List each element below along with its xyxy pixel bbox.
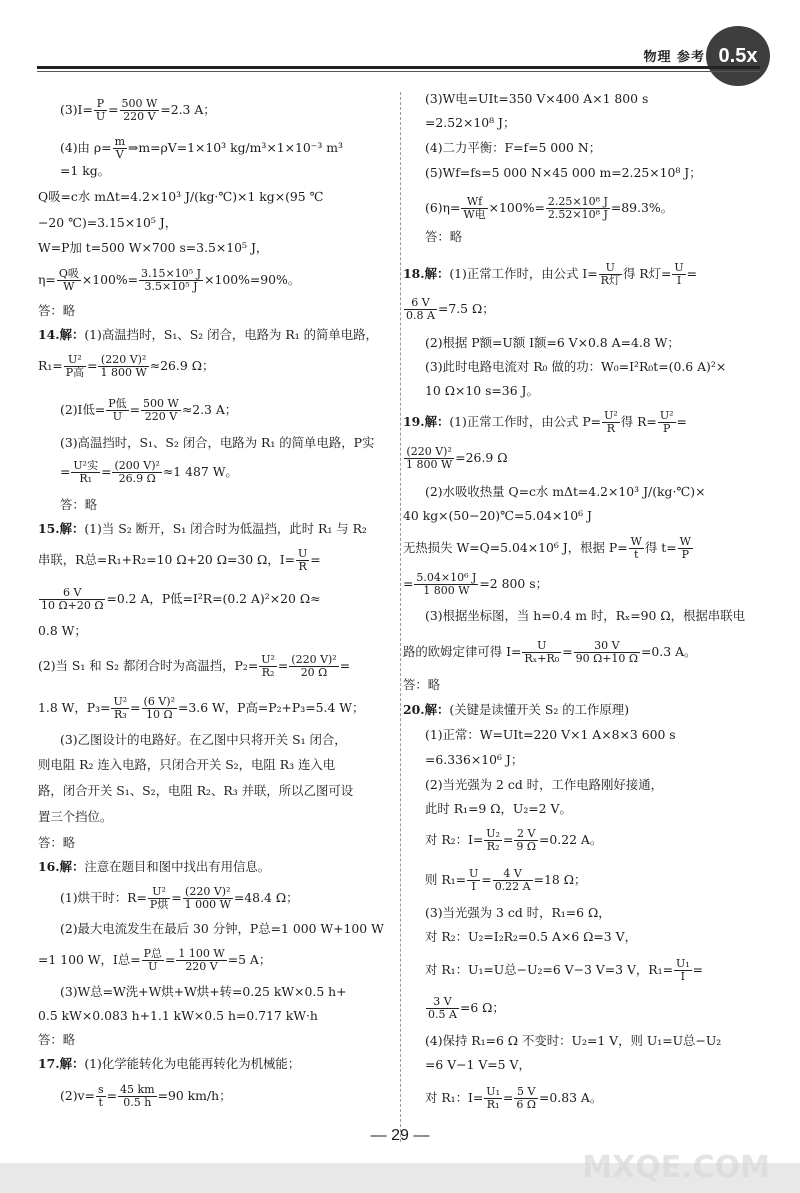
answer-line: =1 kg。	[60, 163, 111, 178]
page-number: — 29 —	[370, 1127, 430, 1144]
answer-line: 10 Ω×10 s=36 J。	[425, 383, 539, 398]
answer-line: 对 R₁：U₁=U总−U₂=6 V−3 V=3 V，R₁= $\frac{\text{U₁}}{I}$ =	[425, 957, 704, 983]
answer-line: (3)W总=W洗+W烘+W烘+转=0.25 kW×0.5 h+	[60, 984, 347, 999]
answer-line: (3)高温挡时，S₁、S₂ 闭合，电路为 R₁ 的简单电路，P实	[60, 435, 375, 450]
answer-line: (1)烘干时：R= $\frac{\text{U²}}{\text{P烘}}$ = $\frac{\text{(220 V)²}}{1 000 W}$ =48.4 Ω；	[60, 885, 299, 911]
answer-line: 答：略	[60, 497, 98, 512]
answer-line: =6.336×10⁶ J；	[425, 752, 524, 767]
answer-line: 答：略	[38, 835, 76, 850]
answer-line: 答：略	[38, 1032, 76, 1047]
answer-line: R₁= $\frac{\text{U²}}{\text{P高}}$ = $\frac{\text{(220 V)²}}{1 800 W}$ ≈26.9 Ω；	[38, 353, 215, 379]
header-title: 物理 参考	[643, 50, 705, 65]
answer-line: (4)由 ρ= $\frac{m}{V}$ ⇒m=ρV=1×10³ kg/m³×1×10⁻³ m³	[60, 135, 343, 161]
answer-line: (3)I= $\frac{P}{U}$ = $\frac{500 W}{220 V}$ =2.3 A；	[60, 97, 216, 123]
answer-line: 40 kg×(50−20)℃=5.04×10⁶ J	[403, 508, 592, 523]
answer-line: (2)当光强为 2 cd 时，工作电路刚好接通，	[425, 777, 663, 792]
answer-line: 0.8 W；	[38, 623, 87, 638]
answer-line: 串联，R总=R₁+R₂=10 Ω+20 Ω=30 Ω，I= $\frac{U}{R}$ =	[38, 547, 321, 573]
answer-line: (4)二力平衡：F=f=5 000 N；	[425, 140, 602, 155]
answer-line: 答：略	[403, 677, 441, 692]
answer-line: 答：略	[425, 229, 463, 244]
question-18: 18.解：(1)正常工作时，由公式 I= $\frac{U}{\text{R灯}}$ 得 R灯= $\frac{U}{I}$ =	[403, 261, 698, 287]
answer-line: Q吸=c水 mΔt=4.2×10³ J/(kg·℃)×1 kg×(95 ℃	[38, 189, 324, 204]
playback-speed-badge[interactable]: 0.5x	[706, 26, 770, 86]
answer-line: (2)水吸收热量 Q=c水 mΔt=4.2×10³ J/(kg·℃)×	[425, 484, 706, 499]
answer-line: (2)v= $\frac{s}{t}$ = $\frac{45 km}{0.5 h}$ =90 km/h；	[60, 1083, 232, 1109]
answer-line: =1 100 W，I总= $\frac{\text{P总}}{U}$ = $\frac{1 100 W}{220 V}$ =5 A；	[38, 947, 272, 973]
answer-line: = $\frac{\text{5.04×10⁶ J}}{1 800 W}$ =2 800 s；	[403, 571, 548, 597]
answer-line: −20 ℃)=3.15×10⁵ J，	[38, 215, 178, 230]
answer-line: 置三个挡位。	[38, 809, 113, 824]
answer-line: 答：略	[38, 303, 76, 318]
answer-line: 无热损失 W=Q=5.04×10⁶ J，根据 P= $\frac{W}{t}$ 得 t= $\frac{W}{P}$	[403, 535, 691, 561]
answer-line: $\frac{6 V}{0.8 A}$ =7.5 Ω；	[406, 296, 495, 322]
answer-line: (1)正常：W=UIt=220 V×1 A×8×3 600 s	[425, 727, 676, 742]
answer-line: 则电阻 R₂ 连入电路，只闭合开关 S₂，电阻 R₃ 连入电	[38, 757, 336, 772]
answer-line: (2)I低= $\frac{\text{P低}}{U}$ = $\frac{500 W}{220 V}$ ≈2.3 A；	[60, 397, 238, 423]
answer-line: (3)W电=UIt=350 V×400 A×1 800 s	[425, 91, 649, 106]
answer-line: (3)此时电路电流对 R₀ 做的功：W₀=I²R₀t=(0.6 A)²×	[425, 359, 727, 374]
answer-line: (2)根据 P额=U额 I额=6 V×0.8 A=4.8 W；	[425, 335, 680, 350]
answer-line: (3)乙图设计的电路好。在乙图中只将开关 S₁ 闭合，	[60, 732, 347, 747]
question-16: 16.解：注意在题目和图中找出有用信息。	[38, 859, 271, 874]
answer-line: $\frac{6 V}{10 \Omega+20 \Omega}$ =0.2 A，P低=I²R=(0.2 A)²×20 Ω≈	[41, 586, 321, 612]
answer-line: = $\frac{\text{U²实}}{\text{R₁}}$ = $\frac{\text{(200 V)²}}{26.9 \Omega}$ ≈1 487 W。	[60, 459, 238, 485]
answer-line: 路，闭合开关 S₁、S₂，电阻 R₂、R₃ 并联，所以乙图可设	[38, 783, 354, 798]
question-15: 15.解：(1)当 S₂ 断开，S₁ 闭合时为低温挡，此时 R₁ 与 R₂	[38, 521, 367, 536]
answer-line: (2)当 S₁ 和 S₂ 都闭合时为高温挡，P₂= $\frac{\text{U²}}{\text{R₂}}$ = $\frac{\text{(220 V)²}}{20 \Omega}$ =	[38, 653, 351, 679]
question-20: 20.解：(关键是读懂开关 S₂ 的工作原理)	[403, 702, 630, 717]
answer-line: (5)Wf=fs=5 000 N×45 000 m=2.25×10⁸ J；	[425, 165, 702, 180]
column-divider	[400, 92, 401, 1142]
answer-line: (4)保持 R₁=6 Ω 不变时：U₂=1 V，则 U₁=U总−U₂	[425, 1033, 722, 1048]
answer-line: $\frac{\text{(220 V)²}}{1 800 W}$ =26.9 Ω	[406, 445, 508, 471]
answer-line: 0.5 kW×0.083 h+1.1 kW×0.5 h=0.717 kW·h	[38, 1008, 318, 1023]
answer-line: =6 V−1 V=5 V，	[425, 1057, 531, 1072]
answer-line: 此时 R₁=9 Ω，U₂=2 V。	[425, 801, 572, 816]
answer-line: =2.52×10⁸ J；	[425, 115, 516, 130]
answer-line: (3)根据坐标图，当 h=0.4 m 时，Rₓ=90 Ω，根据串联电	[425, 608, 745, 623]
answer-line: (6)η= $\frac{Wf}{\text{W电}}$ ×100%= $\frac{\text{2.25×10⁸ J}}{\text{2.52×10⁸ J}}$ =89.3%。	[425, 195, 674, 221]
answer-line: W=P加 t=500 W×700 s=3.5×10⁵ J，	[38, 240, 269, 255]
question-17: 17.解：(1)化学能转化为电能再转化为机械能；	[38, 1056, 301, 1071]
answer-line: 则 R₁= $\frac{U}{I}$ = $\frac{4 V}{0.22 A}$ =18 Ω；	[425, 867, 587, 893]
answer-line: 1.8 W，P₃= $\frac{\text{U²}}{\text{R₃}}$ = $\frac{\text{(6 V)²}}{10 \Omega}$ =3.6 W，P高=P₂+P₃=5.4 W；	[38, 695, 365, 721]
answer-line: η= $\frac{\text{Q吸}}{W}$ ×100%= $\frac{\text{3.15×10⁵ J}}{\text{3.5×10⁵ J}}$ ×100%=90%。	[38, 267, 301, 293]
question-19: 19.解：(1)正常工作时，由公式 P= $\frac{\text{U²}}{R}$ 得 R= $\frac{\text{U²}}{P}$ =	[403, 409, 687, 435]
header-rule	[37, 66, 760, 69]
watermark-text: MXQE.COM	[582, 1150, 770, 1185]
answer-line: (2)最大电流发生在最后 30 分钟，P总=1 000 W+100 W	[60, 921, 384, 936]
answer-line: (3)当光强为 3 cd 时，R₁=6 Ω，	[425, 905, 611, 920]
question-14: 14.解：(1)高温挡时，S₁、S₂ 闭合，电路为 R₁ 的简单电路，	[38, 327, 378, 342]
answer-line: 对 R₂：I= $\frac{\text{U₂}}{\text{R₂}}$ = $\frac{2 V}{9 \Omega}$ =0.22 A。	[425, 827, 603, 853]
answer-line: $\frac{3 V}{0.5 A}$ =6 Ω；	[428, 995, 505, 1021]
answer-line: 路的欧姆定律可得 I= $\frac{U}{\text{Rₓ+R₀}}$ = $\frac{30 V}{90 \Omega+10 \Omega}$ =0.3 A。	[403, 639, 697, 665]
answer-line: 对 R₂：U₂=I₂R₂=0.5 A×6 Ω=3 V，	[425, 929, 637, 944]
answer-line: 对 R₁：I= $\frac{\text{U₁}}{\text{R₁}}$ = $\frac{5 V}{6 \Omega}$ =0.83 A。	[425, 1085, 603, 1111]
header-rule-thin	[37, 71, 760, 72]
